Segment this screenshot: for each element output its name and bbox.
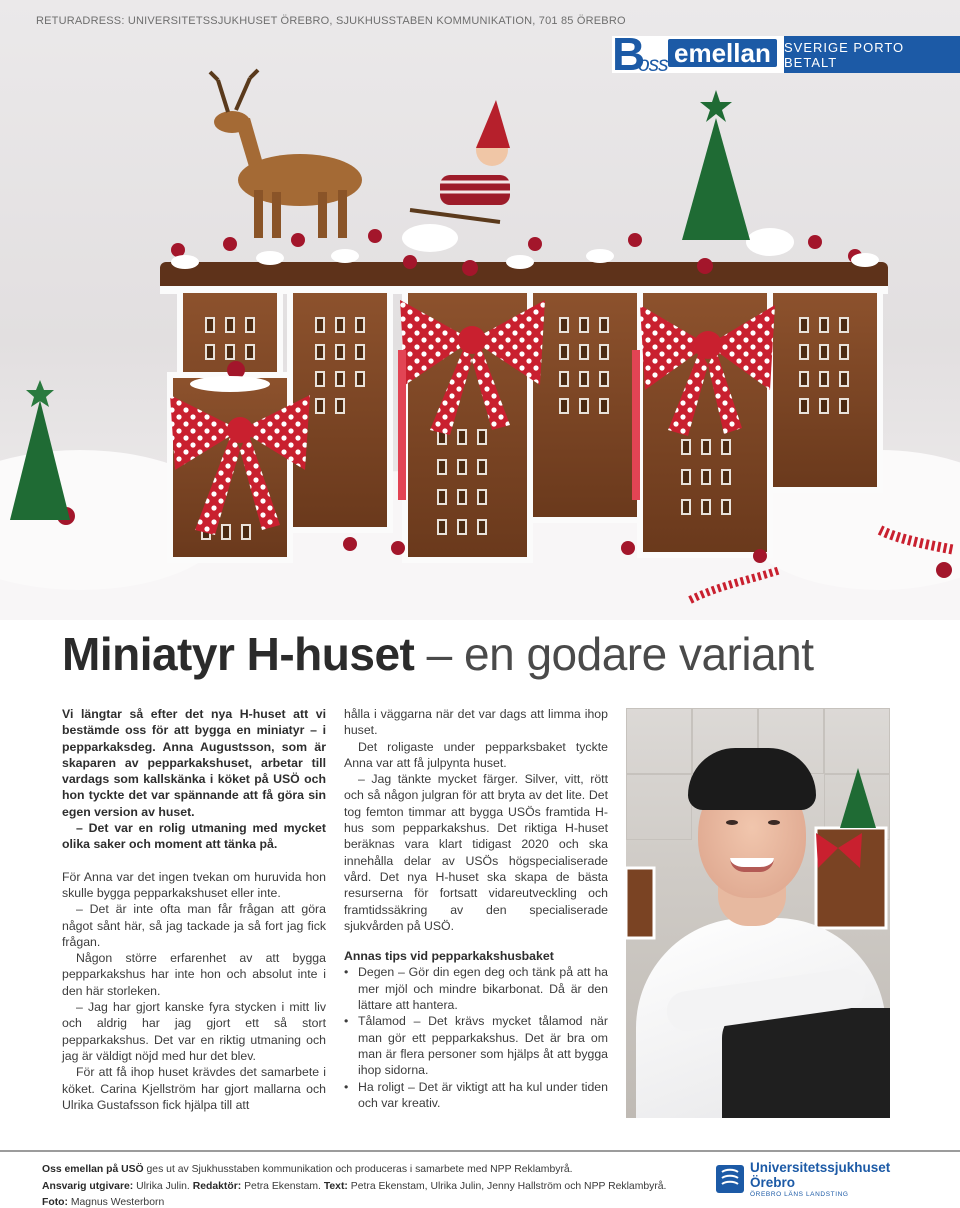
logo-oss: oss bbox=[638, 53, 668, 76]
masthead bbox=[612, 28, 960, 80]
article-body-2 bbox=[344, 706, 608, 934]
porto-label: SVERIGE PORTO BETALT bbox=[784, 36, 960, 73]
imprint-line-3: Foto: Magnus Westerborn bbox=[42, 1197, 165, 1208]
article-body-1 bbox=[62, 869, 326, 1113]
organization-title: Universitetssjukhuset Örebro bbox=[750, 1159, 891, 1190]
logo-letter-b: B bbox=[612, 28, 646, 80]
article-lead bbox=[62, 706, 326, 853]
tips-title: Annas tips vid pepparkakshusbaket bbox=[344, 949, 554, 964]
body-paragraph: För att få ihop huset krävdes det samarbete i köket. Carina Kjellström har gjort mallarna och Ulrika Gustafsson fick hjälpa till att bbox=[62, 1065, 326, 1112]
tips-list bbox=[344, 964, 608, 1111]
chair bbox=[722, 1008, 890, 1118]
lead-intro: Vi längtar så efter det nya H-huset att vi bestämde oss för att bygga en miniatyr – i pepparkaksdeg. Anna Augustsson, som är skaparen av pepparkakshuset, arbetar till vardags som kallskänka i köket på USÖ och hon tyckte det var spännande att få göra sin egen version av huset. bbox=[62, 707, 326, 819]
organization-name bbox=[750, 1160, 926, 1199]
body-paragraph: hålla i väggarna när det var dags att limma ihop huset. bbox=[344, 707, 608, 738]
body-paragraph: – Jag tänkte mycket färger. Silver, vitt, rött och så någon julgran för att bryta av det lite. Det tog femton timmar att bygga USÖs framtida H-hus som pepparkakshus. Det riktiga H-huset beräknas vara klart tidigast 2020 och ska innehålla delar av USÖs högspecialiserade vård. Det nya H-huset ska skapa de bästa resurserna för fortsatt vidareutveckling och framtidssäkring av den specialiserade sjukvården på USÖ. bbox=[344, 772, 608, 933]
organization-logo bbox=[716, 1159, 926, 1198]
imprint bbox=[42, 1162, 666, 1208]
tips-item: • Tålamod – Det krävs mycket tålamod när man gör ett pepparkakshus. Det är bra om man är flera personer som hjälps åt att bygga ihop sidorna. bbox=[344, 1013, 608, 1078]
body-paragraph: – Det är inte ofta man får frågan att göra något sånt här, så jag tackade ja så fort jag fick frågan. bbox=[62, 902, 326, 949]
return-address: RETURADRESS: UNIVERSITETSSJUKHUSET ÖREBRO, SJUKHUSSTABEN KOMMUNIKATION, 701 85 ÖREBRO bbox=[36, 15, 626, 27]
body-paragraph: För Anna var det ingen tvekan om huruvida hon skulle bygga pepparkakshuset eller inte. bbox=[62, 869, 326, 900]
article-column-2 bbox=[344, 706, 608, 1111]
logo-emellan: emellan bbox=[668, 39, 777, 67]
imprint-line-2: Ansvarig utgivare: Ulrika Julin. Redaktör: Petra Ekenstam. Text: Petra Ekenstam, Ulrika Julin, Jenny Hallström och NPP Reklambyrå. bbox=[42, 1180, 667, 1192]
body-paragraph: – Jag har gjort kanske fyra stycken i mitt liv och aldrig har jag gjort ett så stort pepparkakshus. Det var en riktig utmaning och jag är väldigt nöjd med hur det blev. bbox=[62, 1000, 326, 1063]
portrait-photo bbox=[626, 708, 890, 1118]
chef-hat bbox=[688, 748, 816, 810]
lead-quote: – Det var en rolig utmaning med mycket olika saker och moment att tänka på. bbox=[62, 821, 326, 852]
imprint-line-1: Oss emellan på USÖ ges ut av Sjukhusstaben kommunikation och produceras i samarbete med NPP Reklambyrå. bbox=[42, 1164, 573, 1175]
article-headline bbox=[62, 626, 814, 682]
elf-on-sled-figure bbox=[410, 100, 510, 222]
reindeer-figure bbox=[210, 70, 362, 238]
footer-divider bbox=[0, 1150, 960, 1152]
body-paragraph: Någon större erfarenhet av att bygga pepparkakshus har inte hon och absolut inte i den här storleken. bbox=[62, 951, 326, 998]
tips-item: • Ha roligt – Det är viktigt att ha kul under tiden och var kreativ. bbox=[344, 1079, 608, 1112]
oss-emellan-logo bbox=[612, 28, 784, 80]
headline-light: – en godare variant bbox=[414, 628, 814, 680]
headline-bold: Miniatyr H-huset bbox=[62, 628, 415, 680]
uso-shield-icon bbox=[716, 1165, 744, 1193]
organization-subtitle: ÖREBRO LÄNS LANDSTING bbox=[750, 1190, 849, 1198]
tips-item: • Degen – Gör din egen deg och tänk på att ha mer mjöl och mindre bikarbonat. Då är den lättare att hantera. bbox=[344, 964, 608, 1013]
article-column-1 bbox=[62, 706, 326, 1113]
body-paragraph: Det roligaste under pepparksbaket tyckte Anna var att få julpynta huset. bbox=[344, 739, 608, 770]
